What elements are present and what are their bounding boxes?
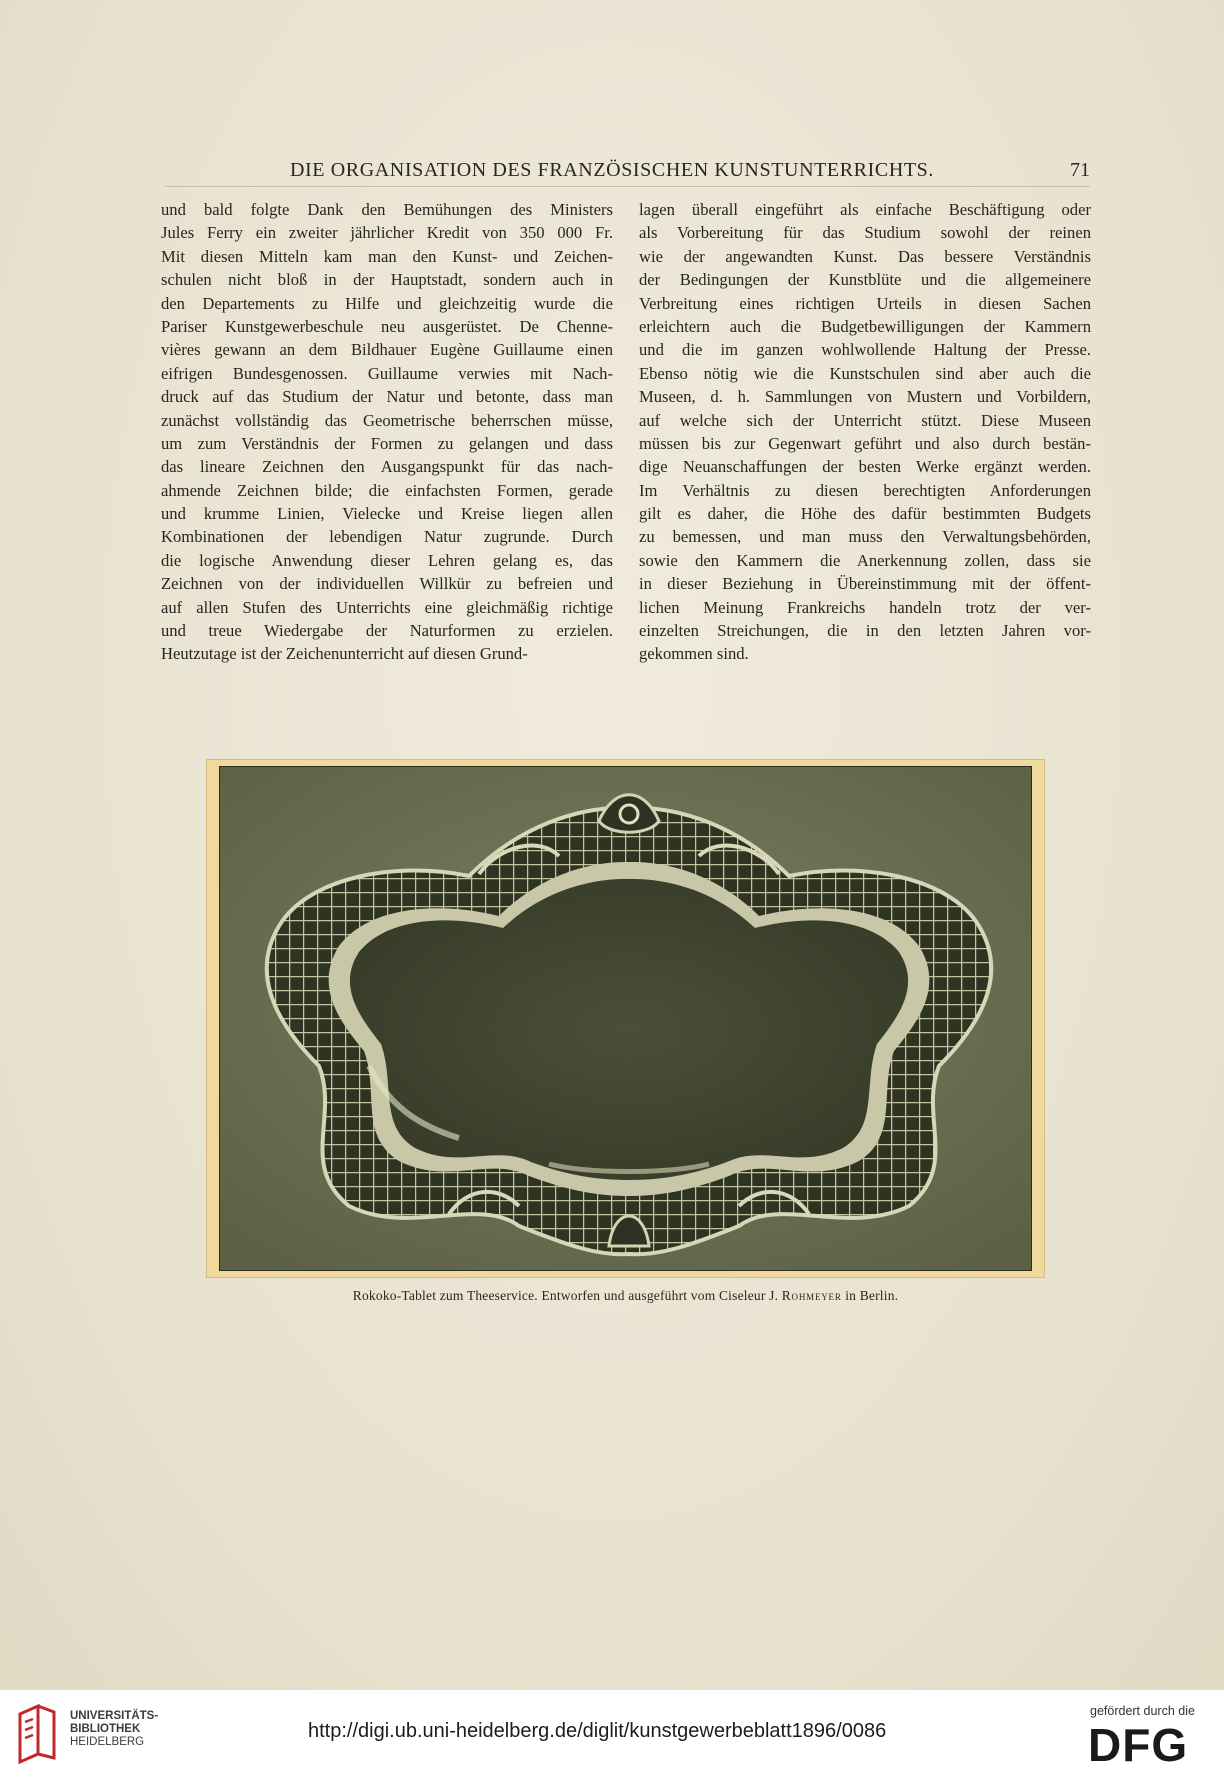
text-line: den Departements zu Hilfe und gleichzeitig wurde die (161, 293, 613, 313)
text-column-left (161, 198, 613, 666)
text-line: auf welche sich der Unterricht stützt. Diese Museen (639, 410, 1091, 430)
digitization-footer (0, 1690, 1224, 1781)
text-line: Verbreitung eines richtigen Urteils in diesen Sachen (639, 293, 1091, 313)
figure-rococo-tray (207, 760, 1044, 1277)
header-rule (165, 186, 1090, 187)
caption-text: Rokoko-Tablet zum Theeservice. Entworfen und ausgeführt vom Ciseleur J. (352, 1288, 779, 1303)
text-line: Ebenso nötig wie die Kunstschulen sind aber auch die (639, 363, 1091, 383)
text-line: zu bemessen, und man muss den Verwaltungsbehörden, (639, 527, 1091, 547)
tray-photograph (219, 766, 1032, 1271)
text-line: ahmende Zeichnen bilde; die einfachsten Formen, gerade (161, 480, 613, 500)
caption-artist: Rohmeyer (781, 1288, 842, 1303)
text-line: Pariser Kunstgewerbeschule neu ausgerüstet. De Chenne- (161, 316, 613, 336)
text-line: als Vorbereitung für das Studium sowohl der reinen (639, 223, 1091, 243)
text-line: dige Neuanschaffungen der besten Werke ergänzt werden. (639, 457, 1091, 477)
text-line: müssen bis zur Gegenwart geführt und also durch bestän- (639, 433, 1091, 453)
text-line: wie der angewandten Kunst. Das bessere Verständnis (639, 246, 1091, 266)
dfg-logo: DFG (1088, 1719, 1189, 1771)
figure-caption (207, 1288, 1044, 1304)
header-title: DIE ORGANISATION DES FRANZÖSISCHEN KUNSTUNTERRICHTS. (290, 159, 935, 181)
text-line: und die im ganzen wohlwollende Haltung der Presse. (639, 340, 1091, 360)
text-column-right (639, 198, 1091, 666)
text-line: erleichtern auch die Budgetbewilligungen der Kammern (639, 316, 1091, 336)
text-line: Mit diesen Mitteln kam man den Kunst- und Zeichen- (161, 246, 613, 266)
text-line: Kombinationen der lebendigen Natur zugrunde. Durch (161, 527, 613, 547)
text-line: eifrigen Bundesgenossen. Guillaume verwies mit Nach- (161, 363, 613, 383)
page-number: 71 (1070, 159, 1090, 181)
text-line: in dieser Beziehung in Übereinstimmung mit der öffent- (639, 574, 1091, 594)
text-line: einzelten Streichungen, die in den letzten Jahren vor- (639, 621, 1091, 641)
text-line: druck auf das Studium der Natur und betonte, dass man (161, 387, 613, 407)
text-line: Museen, d. h. Sammlungen von Mustern und Vorbildern, (639, 387, 1091, 407)
text-line: der Bedingungen der Kunstblüte und die allgemeinere (639, 270, 1091, 290)
text-line: sowie den Kammern die Anerkennung zollen, dass sie (639, 550, 1091, 570)
text-line: Jules Ferry ein zweiter jährlicher Kredit von 350 000 Fr. (161, 223, 613, 243)
text-line: das lineare Zeichnen den Ausgangspunkt für das nach- (161, 457, 613, 477)
running-header (160, 159, 1090, 187)
text-line: die logische Anwendung dieser Lehren gelang es, das (161, 550, 613, 570)
text-line: auf allen Stufen des Unterrichts eine gleichmäßig richtige (161, 597, 613, 617)
text-line: um zum Verständnis der Formen zu gelangen und dass (161, 433, 613, 453)
text-line: und bald folgte Dank den Bemühungen des Ministers (161, 200, 613, 219)
text-line: und krumme Linien, Vielecke und Kreise liegen allen (161, 504, 613, 524)
text-line: Heutzutage ist der Zeichenunterricht auf diesen Grund- (161, 644, 528, 664)
text-line: Im Verhältnis zu diesen berechtigten Anforderungen (639, 480, 1091, 500)
caption-location: in Berlin. (845, 1288, 899, 1303)
text-line: lagen überall eingeführt als einfache Beschäftigung oder (639, 200, 1091, 219)
source-url-link[interactable]: http://digi.ub.uni-heidelberg.de/diglit/kunstgewerbeblatt1896/0086 (308, 1720, 887, 1742)
text-line: und treue Wiedergabe der Naturformen zu erzielen. (161, 621, 613, 641)
library-logo-icon (14, 1702, 62, 1766)
text-line: schulen nicht bloß in der Hauptstadt, sondern auch in (161, 270, 613, 290)
sponsor-text: gefördert durch die (1090, 1704, 1195, 1718)
text-line: gekommen sind. (639, 644, 749, 664)
text-line: Zeichnen von der individuellen Willkür zu befreien und (161, 574, 613, 594)
text-line: vières gewann an dem Bildhauer Eugène Guillaume einen (161, 340, 613, 360)
text-line: gilt es daher, die Höhe des dafür bestimmten Budgets (639, 504, 1091, 524)
text-line: zunächst vollständig das Geometrische beherrschen müsse, (161, 410, 613, 430)
text-line: lichen Meinung Frankreichs handeln trotz der ver- (639, 597, 1091, 617)
library-name: UNIVERSITÄTS- BIBLIOTHEK HEIDELBERG (70, 1710, 159, 1748)
